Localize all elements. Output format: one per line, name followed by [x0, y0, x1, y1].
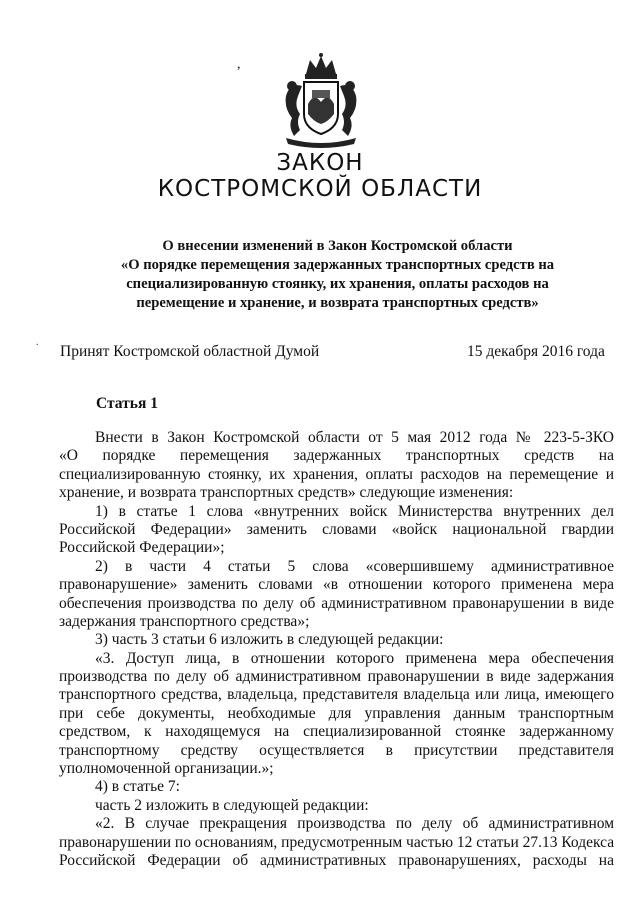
body-line: «3. Доступ лица, в отношении которого применена мера обеспечения: [95, 649, 614, 667]
adopted-by: Принят Костромской областной Думой: [60, 343, 320, 360]
body-line: Российской Федерации об административных правонарушениях, расходы на: [59, 851, 614, 869]
body-line: уполномоченной организации.»;: [59, 760, 274, 778]
article-heading: Статья 1: [96, 395, 158, 412]
body-line: хранение, и возврата транспортных средств» следующие изменения:: [59, 484, 514, 502]
adoption-date: 15 декабря 2016 года: [467, 343, 605, 360]
law-heading: ЗАКОН: [276, 150, 364, 176]
body-line: транспортному средству осуществляется в присутствии представителя: [59, 741, 614, 759]
body-line: «2. В случае прекращения производства по делу об административном: [95, 815, 614, 833]
stray-mark: ,: [237, 57, 241, 72]
article-body: [59, 429, 614, 870]
body-line: Российской Федерации» заменить словами «войск национальной гвардии: [59, 520, 614, 538]
body-line: Внести в Закон Костромской области от 5 мая 2012 года № 223-5-ЗКО: [95, 429, 614, 446]
title-line: перемещение и хранение, и возврата транспортных средств»: [136, 295, 539, 311]
body-line: транспортного средства, владельца, представителя владельца или лица, имеющего: [59, 686, 614, 704]
body-line: при себе документы, необходимые для управления данным транспортным: [59, 704, 614, 722]
margin-mark: .: [36, 337, 39, 348]
body-line: правонарушение» заменить словами «в отношении которого применена мера: [59, 576, 614, 594]
title-line: «О порядке перемещения задержанных транспортных средств на: [120, 257, 555, 273]
body-line: обеспечения производства по делу об административном правонарушении в виде: [59, 594, 614, 612]
body-line: 4) в статье 7:: [95, 778, 180, 796]
region-heading: КОСТРОМСКОЙ ОБЛАСТИ: [157, 176, 483, 202]
kostroma-coat-of-arms-icon: [276, 52, 366, 148]
body-line: специализированную стоянку, их хранения, оплаты расходов на перемещение и: [59, 465, 614, 483]
body-line: 1) в статье 1 слова «внутренних войск Министерства внутренних дел: [95, 502, 614, 520]
body-line: часть 2 изложить в следующей редакции:: [95, 796, 369, 814]
title-line: специализированную стоянку, их хранения, оплаты расходов на: [126, 276, 549, 292]
body-line: правонарушении по основаниям, предусмотренным частью 12 статьи 27.13 Кодекса: [59, 833, 614, 851]
body-line: 3) часть 3 статьи 6 изложить в следующей редакции:: [95, 631, 444, 649]
body-line: 2) в части 4 статьи 5 слова «совершившему административное: [95, 557, 614, 575]
body-line: Российской Федерации»;: [59, 539, 225, 557]
body-line: производства по делу об административном правонарушении в виде задержания: [59, 668, 614, 686]
body-line: средством, к находящемуся на специализированной стоянке задержанному: [59, 723, 614, 741]
body-line: задержания транспортного средства»;: [59, 612, 310, 630]
title-line: О внесении изменений в Закон Костромской области: [162, 238, 513, 254]
body-line: «О порядке перемещения задержанных транспортных средств на: [59, 447, 614, 465]
